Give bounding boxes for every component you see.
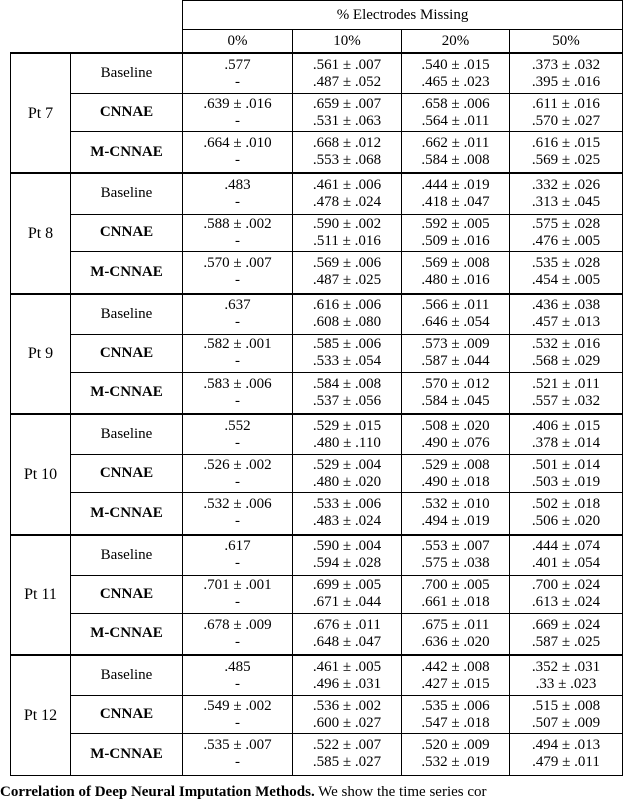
value-primary: .575 ± .028 <box>531 215 601 232</box>
value-secondary: .531 ± .063 <box>312 112 382 129</box>
value-secondary: .465 ± .023 <box>421 73 490 90</box>
value-cell <box>293 414 402 455</box>
value-primary: .659 ± .007 <box>312 95 382 112</box>
value-primary: .436 ± .038 <box>531 297 601 314</box>
value-primary: .570 ± .007 <box>203 255 272 272</box>
value-cell <box>402 173 510 214</box>
value-secondary: .401 ± .054 <box>531 555 601 572</box>
value-secondary: - <box>235 272 240 289</box>
value-cell <box>402 131 510 173</box>
value-secondary: .378 ± .014 <box>531 434 601 451</box>
value-secondary: .418 ± .047 <box>421 193 490 210</box>
value-cell <box>183 335 293 373</box>
value-primary: .540 ± .015 <box>421 56 490 73</box>
value-secondary: .509 ± .016 <box>421 232 490 249</box>
value-primary: .658 ± .006 <box>421 95 490 112</box>
value-cell <box>402 335 510 373</box>
value-secondary: .553 ± .068 <box>312 152 382 169</box>
value-cell <box>402 53 510 94</box>
value-cell <box>183 214 293 252</box>
value-secondary: - <box>235 314 240 331</box>
table-row <box>11 214 623 252</box>
value-secondary: .570 ± .027 <box>531 112 601 129</box>
method-label: Baseline <box>71 53 183 94</box>
value-cell <box>510 173 623 214</box>
value-secondary: .557 ± .032 <box>531 392 601 409</box>
value-secondary: .313 ± .045 <box>531 193 601 210</box>
value-primary: .483 <box>224 176 251 193</box>
value-primary: .637 <box>224 297 251 314</box>
patient-label: Pt 7 <box>11 53 71 173</box>
value-primary: .529 ± .008 <box>421 456 490 473</box>
value-secondary: - <box>235 555 240 572</box>
value-cell <box>293 335 402 373</box>
value-primary: .529 ± .004 <box>312 456 382 473</box>
value-primary: .526 ± .002 <box>203 456 272 473</box>
patient-label: Pt 10 <box>11 414 71 534</box>
value-cell <box>510 733 623 775</box>
value-primary: .520 ± .009 <box>421 737 490 754</box>
value-secondary: - <box>235 513 240 530</box>
caption-text: We show the time series cor <box>314 784 487 800</box>
patient-label: Pt 8 <box>11 173 71 293</box>
value-primary: .573 ± .009 <box>421 336 490 353</box>
table-row <box>11 414 623 455</box>
value-cell <box>402 455 510 493</box>
value-cell <box>293 214 402 252</box>
table-row <box>11 372 623 414</box>
value-cell <box>402 535 510 576</box>
method-label: M-CNNAE <box>71 493 183 535</box>
table-row <box>11 53 623 94</box>
value-primary: .592 ± .005 <box>421 215 490 232</box>
table-row <box>11 575 623 613</box>
header-blank-cell <box>11 1 183 53</box>
value-cell <box>183 94 293 132</box>
value-primary: .373 ± .032 <box>531 56 601 73</box>
value-cell <box>183 131 293 173</box>
column-header: 0% <box>183 30 293 53</box>
value-primary: .561 ± .007 <box>312 56 382 73</box>
value-secondary: - <box>235 73 240 90</box>
value-cell <box>402 655 510 696</box>
value-cell <box>293 53 402 94</box>
value-secondary: .480 ± .110 <box>313 434 381 451</box>
value-cell <box>293 696 402 734</box>
value-secondary: .511 ± .016 <box>313 232 381 249</box>
value-primary: .502 ± .018 <box>531 496 601 513</box>
value-cell <box>293 455 402 493</box>
table-row <box>11 131 623 173</box>
method-label: Baseline <box>71 655 183 696</box>
value-primary: .535 ± .028 <box>531 255 601 272</box>
value-primary: .590 ± .002 <box>312 215 382 232</box>
method-label: Baseline <box>71 535 183 576</box>
value-primary: .501 ± .014 <box>531 456 601 473</box>
value-primary: .494 ± .013 <box>531 737 601 754</box>
value-primary: .508 ± .020 <box>421 417 490 434</box>
value-primary: .406 ± .015 <box>531 417 601 434</box>
value-secondary: .569 ± .025 <box>531 152 601 169</box>
value-cell <box>510 535 623 576</box>
value-cell <box>510 335 623 373</box>
method-label: CNNAE <box>71 696 183 734</box>
value-cell <box>510 613 623 655</box>
value-cell <box>510 414 623 455</box>
table-row <box>11 493 623 535</box>
value-secondary: .636 ± .020 <box>421 633 490 650</box>
value-secondary: .496 ± .031 <box>312 675 382 692</box>
table-row <box>11 535 623 576</box>
value-cell <box>183 535 293 576</box>
value-secondary: .454 ± .005 <box>531 272 601 289</box>
value-primary: .485 <box>224 658 251 675</box>
value-cell <box>510 696 623 734</box>
value-primary: .664 ± .010 <box>203 135 272 152</box>
value-primary: .616 ± .015 <box>531 135 601 152</box>
value-cell <box>402 372 510 414</box>
value-secondary: - <box>235 232 240 249</box>
value-secondary: .507 ± .009 <box>531 714 601 731</box>
value-secondary: .395 ± .016 <box>531 73 601 90</box>
value-secondary: .490 ± .018 <box>421 473 490 490</box>
value-secondary: - <box>235 594 240 611</box>
value-secondary: - <box>235 714 240 731</box>
value-primary: .521 ± .011 <box>532 375 600 392</box>
value-primary: .533 ± .006 <box>312 496 382 513</box>
value-primary: .522 ± .007 <box>312 737 382 754</box>
value-secondary: .487 ± .052 <box>312 73 382 90</box>
value-cell <box>293 294 402 335</box>
value-primary: .585 ± .006 <box>312 336 382 353</box>
value-secondary: .503 ± .019 <box>531 473 601 490</box>
table-caption <box>0 784 640 801</box>
value-cell <box>183 733 293 775</box>
results-table <box>10 0 623 776</box>
table-row <box>11 613 623 655</box>
method-label: CNNAE <box>71 575 183 613</box>
value-primary: .549 ± .002 <box>203 697 272 714</box>
value-secondary: - <box>235 152 240 169</box>
value-primary: .566 ± .011 <box>421 297 490 314</box>
value-primary: .662 ± .011 <box>421 135 490 152</box>
value-cell <box>183 53 293 94</box>
table-row <box>11 94 623 132</box>
value-secondary: .646 ± .054 <box>421 314 490 331</box>
value-secondary: .480 ± .016 <box>421 272 490 289</box>
value-cell <box>183 372 293 414</box>
value-cell <box>510 53 623 94</box>
value-secondary: - <box>235 434 240 451</box>
header-group-label: % Electrodes Missing <box>183 1 623 30</box>
caption-title: Correlation of Deep Neural Imputation Methods. <box>0 784 315 800</box>
patient-label: Pt 9 <box>11 294 71 414</box>
value-cell <box>293 655 402 696</box>
table-row <box>11 335 623 373</box>
value-primary: .552 <box>224 417 251 434</box>
value-secondary: .587 ± .025 <box>531 633 601 650</box>
value-secondary: .613 ± .024 <box>531 594 601 611</box>
value-primary: .444 ± .019 <box>421 176 490 193</box>
value-cell <box>402 214 510 252</box>
value-cell <box>293 733 402 775</box>
value-secondary: - <box>235 392 240 409</box>
table-row <box>11 696 623 734</box>
value-secondary: .532 ± .019 <box>421 754 490 771</box>
value-cell <box>183 575 293 613</box>
column-header: 10% <box>293 30 402 53</box>
header-row-top <box>11 1 623 30</box>
value-cell <box>293 575 402 613</box>
value-cell <box>402 252 510 294</box>
value-primary: .553 ± .007 <box>421 538 490 555</box>
value-cell <box>293 173 402 214</box>
value-primary: .444 ± .074 <box>531 538 601 555</box>
value-secondary: .600 ± .027 <box>312 714 382 731</box>
table-row <box>11 655 623 696</box>
method-label: M-CNNAE <box>71 252 183 294</box>
value-primary: .569 ± .006 <box>312 255 382 272</box>
value-secondary: .584 ± .045 <box>421 392 490 409</box>
value-primary: .536 ± .002 <box>312 697 382 714</box>
value-secondary: .483 ± .024 <box>312 513 382 530</box>
method-label: M-CNNAE <box>71 733 183 775</box>
value-cell <box>402 493 510 535</box>
value-primary: .678 ± .009 <box>203 616 272 633</box>
value-primary: .617 <box>224 538 251 555</box>
value-primary: .639 ± .016 <box>203 95 272 112</box>
value-cell <box>402 575 510 613</box>
method-label: CNNAE <box>71 214 183 252</box>
table-row <box>11 252 623 294</box>
method-label: CNNAE <box>71 94 183 132</box>
value-secondary: - <box>235 675 240 692</box>
value-secondary: .648 ± .047 <box>312 633 382 650</box>
value-primary: .442 ± .008 <box>421 658 490 675</box>
value-secondary: .585 ± .027 <box>312 754 382 771</box>
value-primary: .352 ± .031 <box>531 658 601 675</box>
value-primary: .535 ± .007 <box>203 737 272 754</box>
value-secondary: .479 ± .011 <box>532 754 600 771</box>
value-secondary: .476 ± .005 <box>531 232 601 249</box>
value-cell <box>402 414 510 455</box>
value-cell <box>183 173 293 214</box>
value-primary: .668 ± .012 <box>312 135 382 152</box>
value-cell <box>183 294 293 335</box>
value-secondary: .478 ± .024 <box>312 193 382 210</box>
value-primary: .699 ± .005 <box>312 577 382 594</box>
value-secondary: .587 ± .044 <box>421 353 490 370</box>
value-primary: .616 ± .006 <box>312 297 382 314</box>
patient-label: Pt 12 <box>11 655 71 776</box>
value-secondary: .671 ± .044 <box>312 594 382 611</box>
value-secondary: .490 ± .076 <box>421 434 490 451</box>
value-secondary: - <box>235 112 240 129</box>
value-cell <box>402 613 510 655</box>
value-cell <box>510 455 623 493</box>
value-cell <box>183 252 293 294</box>
patient-label: Pt 11 <box>11 535 71 655</box>
value-primary: .700 ± .024 <box>531 577 601 594</box>
value-cell <box>510 252 623 294</box>
value-primary: .588 ± .002 <box>203 215 272 232</box>
value-primary: .700 ± .005 <box>421 577 490 594</box>
value-secondary: .547 ± .018 <box>421 714 490 731</box>
value-cell <box>183 493 293 535</box>
value-primary: .577 <box>224 56 251 73</box>
value-cell <box>402 733 510 775</box>
method-label: Baseline <box>71 414 183 455</box>
value-secondary: - <box>235 193 240 210</box>
method-label: Baseline <box>71 294 183 335</box>
method-label: M-CNNAE <box>71 613 183 655</box>
value-cell <box>510 94 623 132</box>
value-cell <box>293 613 402 655</box>
value-cell <box>183 455 293 493</box>
value-cell <box>402 94 510 132</box>
value-primary: .332 ± .026 <box>531 176 601 193</box>
value-primary: .532 ± .010 <box>421 496 490 513</box>
value-secondary: .427 ± .015 <box>421 675 490 692</box>
value-secondary: .661 ± .018 <box>421 594 490 611</box>
method-label: CNNAE <box>71 455 183 493</box>
column-header: 50% <box>510 30 623 53</box>
value-cell <box>510 655 623 696</box>
table-row <box>11 294 623 335</box>
method-label: CNNAE <box>71 335 183 373</box>
value-secondary: .564 ± .011 <box>421 112 490 129</box>
value-primary: .532 ± .006 <box>203 496 272 513</box>
table-row <box>11 173 623 214</box>
value-cell <box>183 696 293 734</box>
value-primary: .584 ± .008 <box>312 375 382 392</box>
value-primary: .570 ± .012 <box>421 375 490 392</box>
value-secondary: - <box>235 353 240 370</box>
value-primary: .529 ± .015 <box>312 417 382 434</box>
value-secondary: .494 ± .019 <box>421 513 490 530</box>
value-secondary: - <box>235 754 240 771</box>
value-cell <box>510 294 623 335</box>
value-secondary: .457 ± .013 <box>531 314 601 331</box>
value-primary: .461 ± .005 <box>312 658 382 675</box>
value-primary: .515 ± .008 <box>531 697 601 714</box>
value-secondary: .506 ± .020 <box>531 513 601 530</box>
table-row <box>11 733 623 775</box>
value-cell <box>183 613 293 655</box>
value-cell <box>293 252 402 294</box>
method-label: M-CNNAE <box>71 131 183 173</box>
value-secondary: - <box>235 633 240 650</box>
value-primary: .461 ± .006 <box>312 176 382 193</box>
value-cell <box>510 493 623 535</box>
value-secondary: .608 ± .080 <box>312 314 382 331</box>
value-primary: .590 ± .004 <box>312 538 382 555</box>
value-cell <box>293 94 402 132</box>
value-cell <box>402 696 510 734</box>
value-secondary: .537 ± .056 <box>312 392 382 409</box>
value-primary: .669 ± .024 <box>531 616 601 633</box>
value-cell <box>510 214 623 252</box>
value-primary: .582 ± .001 <box>203 336 272 353</box>
value-cell <box>293 535 402 576</box>
value-cell <box>510 131 623 173</box>
value-primary: .583 ± .006 <box>203 375 272 392</box>
column-header: 20% <box>402 30 510 53</box>
value-secondary: .533 ± .054 <box>312 353 382 370</box>
value-cell <box>293 493 402 535</box>
value-secondary: .575 ± .038 <box>421 555 490 572</box>
value-secondary: .487 ± .025 <box>312 272 382 289</box>
value-primary: .535 ± .006 <box>421 697 490 714</box>
value-cell <box>402 294 510 335</box>
value-cell <box>183 655 293 696</box>
value-primary: .701 ± .001 <box>203 577 272 594</box>
method-label: Baseline <box>71 173 183 214</box>
value-primary: .611 ± .016 <box>532 95 600 112</box>
value-cell <box>293 372 402 414</box>
value-secondary: .568 ± .029 <box>531 353 601 370</box>
value-secondary: .33 ± .023 <box>535 675 597 692</box>
value-cell <box>293 131 402 173</box>
value-secondary: .594 ± .028 <box>312 555 382 572</box>
value-secondary: - <box>235 473 240 490</box>
value-primary: .569 ± .008 <box>421 255 490 272</box>
value-secondary: .480 ± .020 <box>312 473 382 490</box>
value-cell <box>510 575 623 613</box>
value-primary: .532 ± .016 <box>531 336 601 353</box>
value-primary: .675 ± .011 <box>421 616 490 633</box>
value-cell <box>183 414 293 455</box>
value-primary: .676 ± .011 <box>313 616 381 633</box>
method-label: M-CNNAE <box>71 372 183 414</box>
table-row <box>11 455 623 493</box>
value-cell <box>510 372 623 414</box>
value-secondary: .584 ± .008 <box>421 152 490 169</box>
